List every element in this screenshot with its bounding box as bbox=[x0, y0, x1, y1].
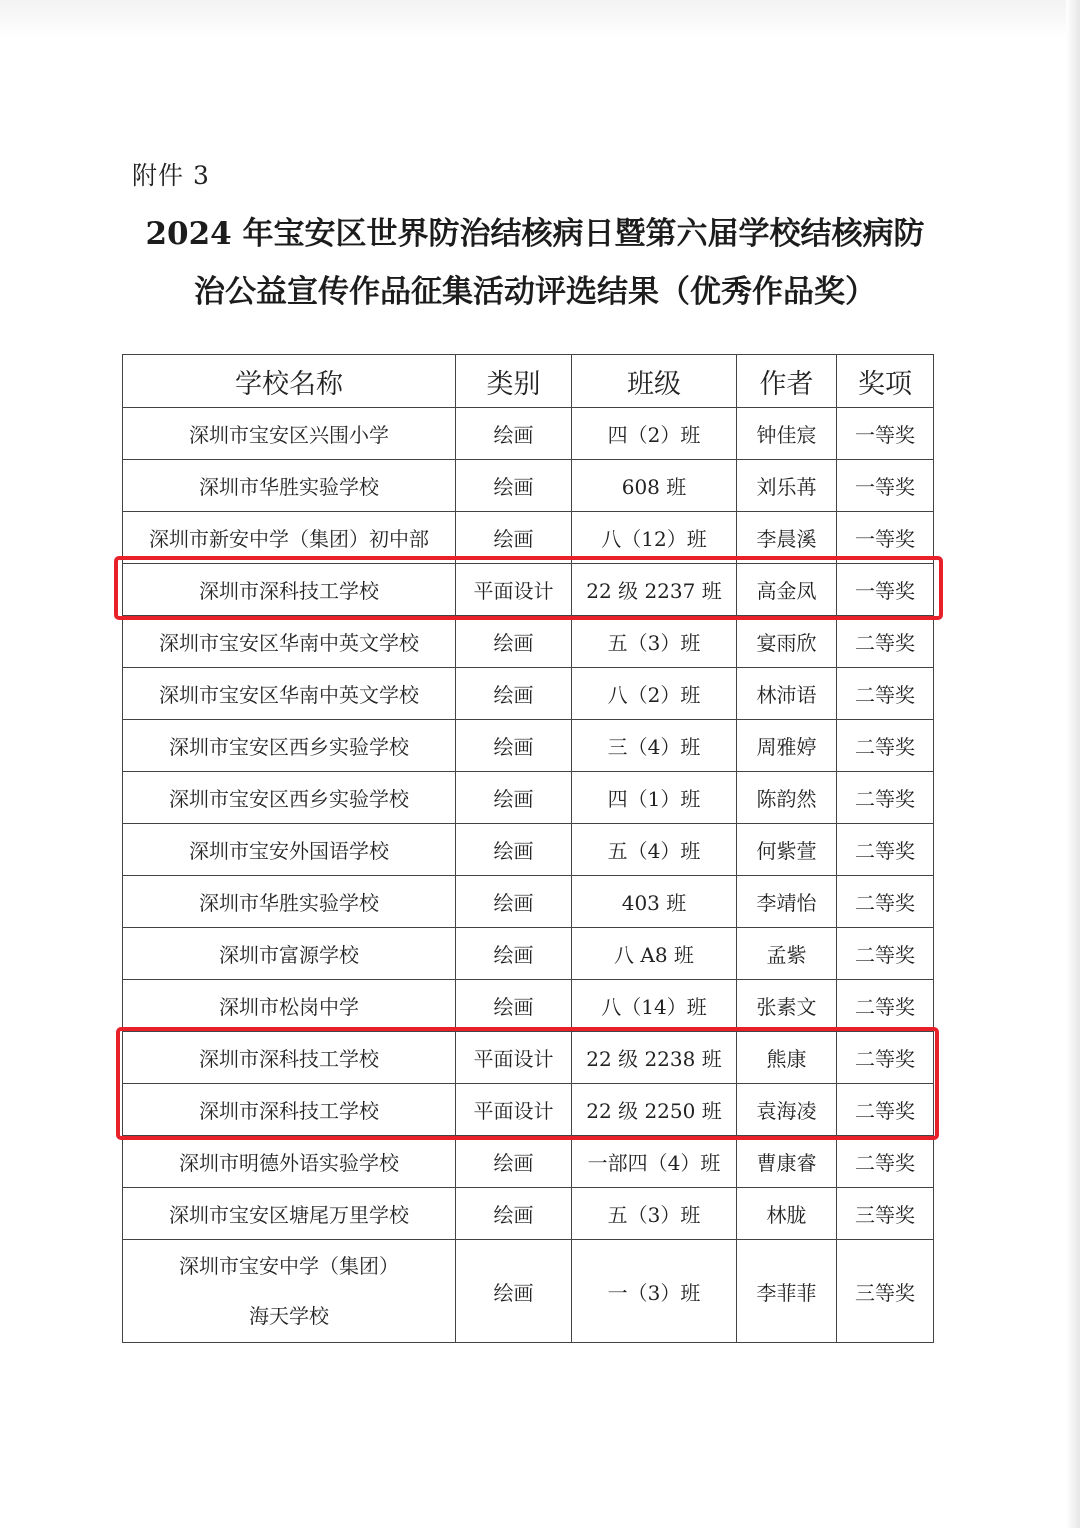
cell-category: 绘画 bbox=[456, 824, 572, 876]
highlight-box-second-prize bbox=[116, 1027, 939, 1140]
cell-category: 绘画 bbox=[456, 616, 572, 668]
cell-category: 绘画 bbox=[456, 512, 572, 564]
cell-school: 深圳市华胜实验学校 bbox=[123, 876, 456, 928]
cell-school: 深圳市深科技工学校 bbox=[123, 1084, 456, 1136]
cell-award: 二等奖 bbox=[837, 824, 934, 876]
cell-author: 何紫萱 bbox=[737, 824, 837, 876]
cell-author: 袁海凌 bbox=[737, 1084, 837, 1136]
cell-author: 林胧 bbox=[737, 1188, 837, 1240]
cell-school bbox=[123, 1240, 456, 1343]
cell-school-line-2: 海天学校 bbox=[249, 1304, 329, 1328]
cell-category: 平面设计 bbox=[456, 1032, 572, 1084]
cell-category: 绘画 bbox=[456, 668, 572, 720]
highlight-box-first-prize bbox=[114, 556, 943, 620]
attachment-label: 附件 3 bbox=[132, 161, 210, 190]
cell-school: 深圳市宝安区西乡实验学校 bbox=[123, 772, 456, 824]
cell-award: 一等奖 bbox=[837, 408, 934, 460]
cell-class: 22 级 2250 班 bbox=[572, 1084, 737, 1136]
cell-award: 二等奖 bbox=[837, 1084, 934, 1136]
cell-author: 陈韵然 bbox=[737, 772, 837, 824]
table-body bbox=[123, 408, 934, 1343]
cell-school: 深圳市宝安区塘尾万里学校 bbox=[123, 1188, 456, 1240]
cell-school: 深圳市宝安区华南中英文学校 bbox=[123, 668, 456, 720]
table-row bbox=[123, 824, 934, 876]
cell-class: 一部四（4）班 bbox=[572, 1136, 737, 1188]
table-row bbox=[123, 928, 934, 980]
cell-author: 曹康睿 bbox=[737, 1136, 837, 1188]
table-row bbox=[123, 408, 934, 460]
cell-school: 深圳市宝安区华南中英文学校 bbox=[123, 616, 456, 668]
table-row bbox=[123, 460, 934, 512]
cell-school: 深圳市宝安区兴围小学 bbox=[123, 408, 456, 460]
title-line-2: 治公益宣传作品征集活动评选结果（优秀作品奖） bbox=[194, 274, 876, 310]
header-category: 类别 bbox=[456, 355, 572, 408]
table-row bbox=[123, 1188, 934, 1240]
table-row bbox=[123, 616, 934, 668]
title-line-1: 2024 年宝安区世界防治结核病日暨第六届学校结核病防 bbox=[145, 216, 925, 252]
cell-award: 二等奖 bbox=[837, 1032, 934, 1084]
cell-award: 三等奖 bbox=[837, 1240, 934, 1343]
cell-category: 绘画 bbox=[456, 1136, 572, 1188]
cell-class: 608 班 bbox=[572, 460, 737, 512]
header-class: 班级 bbox=[572, 355, 737, 408]
cell-category: 绘画 bbox=[456, 876, 572, 928]
cell-class: 一（3）班 bbox=[572, 1240, 737, 1343]
table-row bbox=[123, 876, 934, 928]
cell-class: 八（14）班 bbox=[572, 980, 737, 1032]
cell-category: 绘画 bbox=[456, 928, 572, 980]
cell-author: 孟紫 bbox=[737, 928, 837, 980]
cell-category: 绘画 bbox=[456, 408, 572, 460]
cell-category: 绘画 bbox=[456, 980, 572, 1032]
table-row bbox=[123, 1136, 934, 1188]
cell-category: 绘画 bbox=[456, 720, 572, 772]
header-author: 作者 bbox=[737, 355, 837, 408]
table-row-last bbox=[123, 1240, 934, 1343]
cell-category: 绘画 bbox=[456, 1188, 572, 1240]
page-top-shadow bbox=[0, 0, 1080, 40]
cell-class: 五（3）班 bbox=[572, 1188, 737, 1240]
cell-author: 高金凤 bbox=[737, 564, 837, 616]
cell-class: 五（3）班 bbox=[572, 616, 737, 668]
cell-school: 深圳市富源学校 bbox=[123, 928, 456, 980]
cell-award: 一等奖 bbox=[837, 460, 934, 512]
cell-author: 张素文 bbox=[737, 980, 837, 1032]
cell-class: 八 A8 班 bbox=[572, 928, 737, 980]
cell-school: 深圳市松岗中学 bbox=[123, 980, 456, 1032]
cell-author: 李晨溪 bbox=[737, 512, 837, 564]
cell-class: 22 级 2237 班 bbox=[572, 564, 737, 616]
header-school-name: 学校名称 bbox=[123, 355, 456, 408]
cell-category: 绘画 bbox=[456, 460, 572, 512]
cell-award: 二等奖 bbox=[837, 980, 934, 1032]
cell-award: 二等奖 bbox=[837, 668, 934, 720]
cell-school: 深圳市明德外语实验学校 bbox=[123, 1136, 456, 1188]
cell-class: 22 级 2238 班 bbox=[572, 1032, 737, 1084]
cell-category: 绘画 bbox=[456, 772, 572, 824]
cell-school: 深圳市华胜实验学校 bbox=[123, 460, 456, 512]
cell-school: 深圳市深科技工学校 bbox=[123, 564, 456, 616]
cell-award: 二等奖 bbox=[837, 876, 934, 928]
table-row bbox=[123, 668, 934, 720]
cell-category: 平面设计 bbox=[456, 564, 572, 616]
document-title bbox=[110, 205, 960, 321]
cell-author: 钟佳宸 bbox=[737, 408, 837, 460]
cell-school: 深圳市深科技工学校 bbox=[123, 1032, 456, 1084]
cell-award: 二等奖 bbox=[837, 720, 934, 772]
cell-class: 八（12）班 bbox=[572, 512, 737, 564]
cell-school: 深圳市新安中学（集团）初中部 bbox=[123, 512, 456, 564]
cell-class: 四（2）班 bbox=[572, 408, 737, 460]
cell-category: 绘画 bbox=[456, 1240, 572, 1343]
page-right-shadow bbox=[1066, 0, 1080, 1528]
cell-class: 三（4）班 bbox=[572, 720, 737, 772]
cell-award: 二等奖 bbox=[837, 616, 934, 668]
cell-author: 宴雨欣 bbox=[737, 616, 837, 668]
table-row bbox=[123, 720, 934, 772]
cell-author: 刘乐苒 bbox=[737, 460, 837, 512]
cell-award: 二等奖 bbox=[837, 928, 934, 980]
cell-school-line-1: 深圳市宝安中学（集团） bbox=[179, 1254, 399, 1278]
cell-class: 八（2）班 bbox=[572, 668, 737, 720]
table-row bbox=[123, 980, 934, 1032]
cell-school: 深圳市宝安区西乡实验学校 bbox=[123, 720, 456, 772]
results-table bbox=[122, 354, 934, 1343]
cell-award: 三等奖 bbox=[837, 1188, 934, 1240]
cell-author: 熊康 bbox=[737, 1032, 837, 1084]
cell-author: 林沛语 bbox=[737, 668, 837, 720]
cell-class: 403 班 bbox=[572, 876, 737, 928]
cell-award: 二等奖 bbox=[837, 772, 934, 824]
table-header-row bbox=[123, 355, 934, 408]
cell-author: 李靖怡 bbox=[737, 876, 837, 928]
cell-class: 五（4）班 bbox=[572, 824, 737, 876]
cell-author: 周雅婷 bbox=[737, 720, 837, 772]
cell-category: 平面设计 bbox=[456, 1084, 572, 1136]
header-award: 奖项 bbox=[837, 355, 934, 408]
cell-award: 二等奖 bbox=[837, 1136, 934, 1188]
cell-award: 一等奖 bbox=[837, 564, 934, 616]
cell-author: 李菲菲 bbox=[737, 1240, 837, 1343]
cell-class: 四（1）班 bbox=[572, 772, 737, 824]
cell-school: 深圳市宝安外国语学校 bbox=[123, 824, 456, 876]
table-row bbox=[123, 772, 934, 824]
cell-award: 一等奖 bbox=[837, 512, 934, 564]
